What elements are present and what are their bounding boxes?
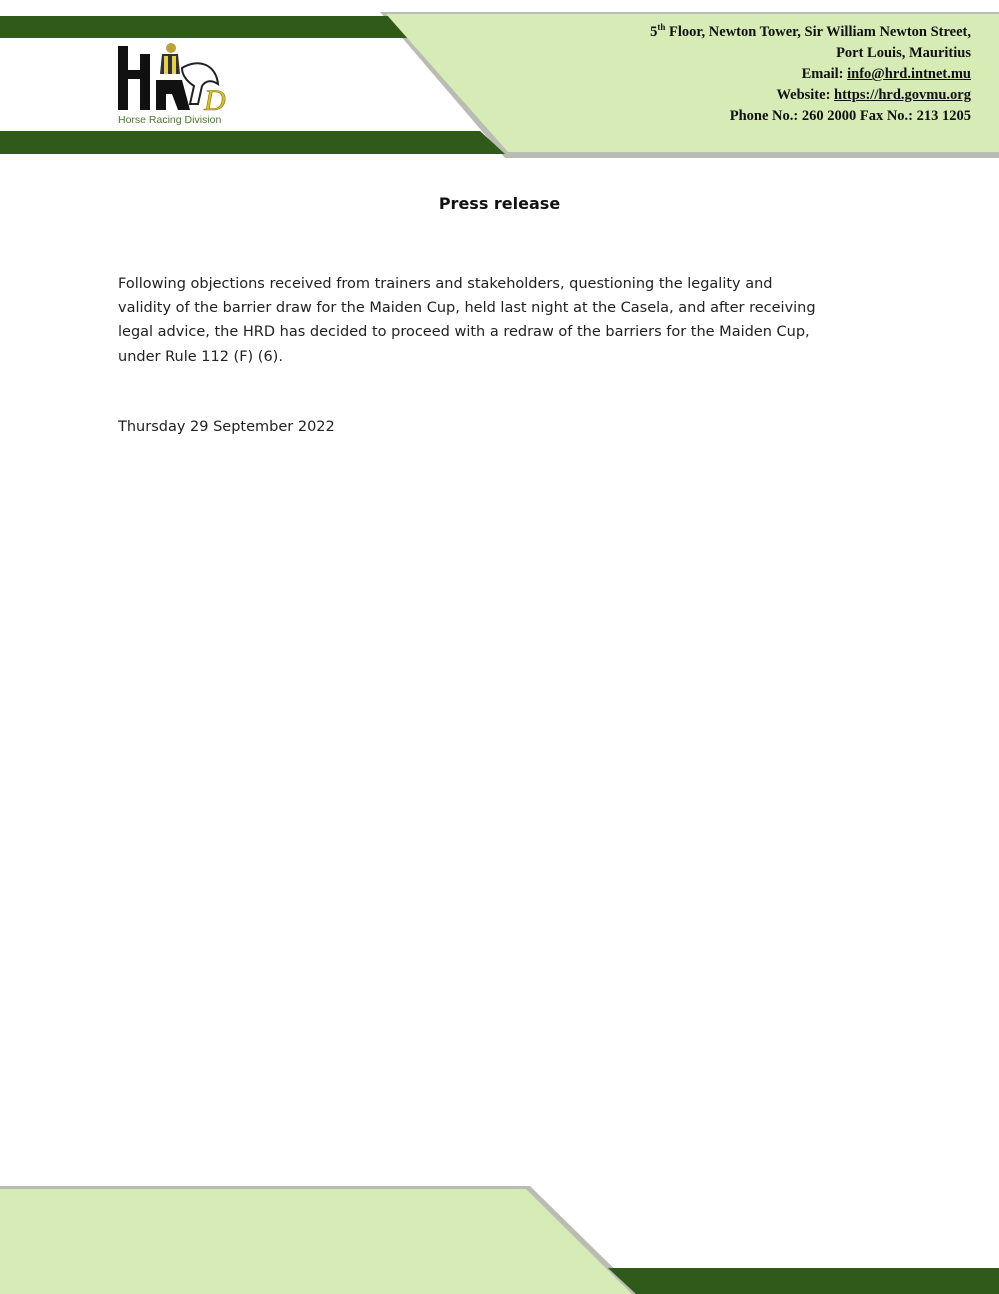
email-line: Email: info@hrd.intnet.mu <box>801 66 971 82</box>
release-date: Thursday 29 September 2022 <box>118 419 335 435</box>
address-line-1: 5th Floor, Newton Tower, Sir William Newton Street, <box>650 22 971 40</box>
footer-banner <box>0 1186 999 1294</box>
svg-text:D: D <box>204 84 226 117</box>
logo-caption: Horse Racing Division <box>118 114 222 126</box>
website-link[interactable]: https://hrd.govmu.org <box>834 87 971 103</box>
address-line-2: Port Louis, Mauritius <box>836 45 971 61</box>
website-line: Website: https://hrd.govmu.org <box>776 87 971 103</box>
press-release-body: Following objections received from trainers and stakeholders, questioning the legality and validity of the barrier draw for the Maiden Cup, held last night at the Casela, and after receiving legal advice, the HRD has decided to proceed with a redraw of the barriers for the Maiden Cup, under Rule 112 (F) (6). <box>118 276 816 365</box>
contact-block <box>650 22 971 127</box>
phone-line: Phone No.: 260 2000 Fax No.: 213 1205 <box>729 108 971 124</box>
email-link[interactable]: info@hrd.intnet.mu <box>847 66 971 82</box>
page-title: Press release <box>438 194 561 213</box>
